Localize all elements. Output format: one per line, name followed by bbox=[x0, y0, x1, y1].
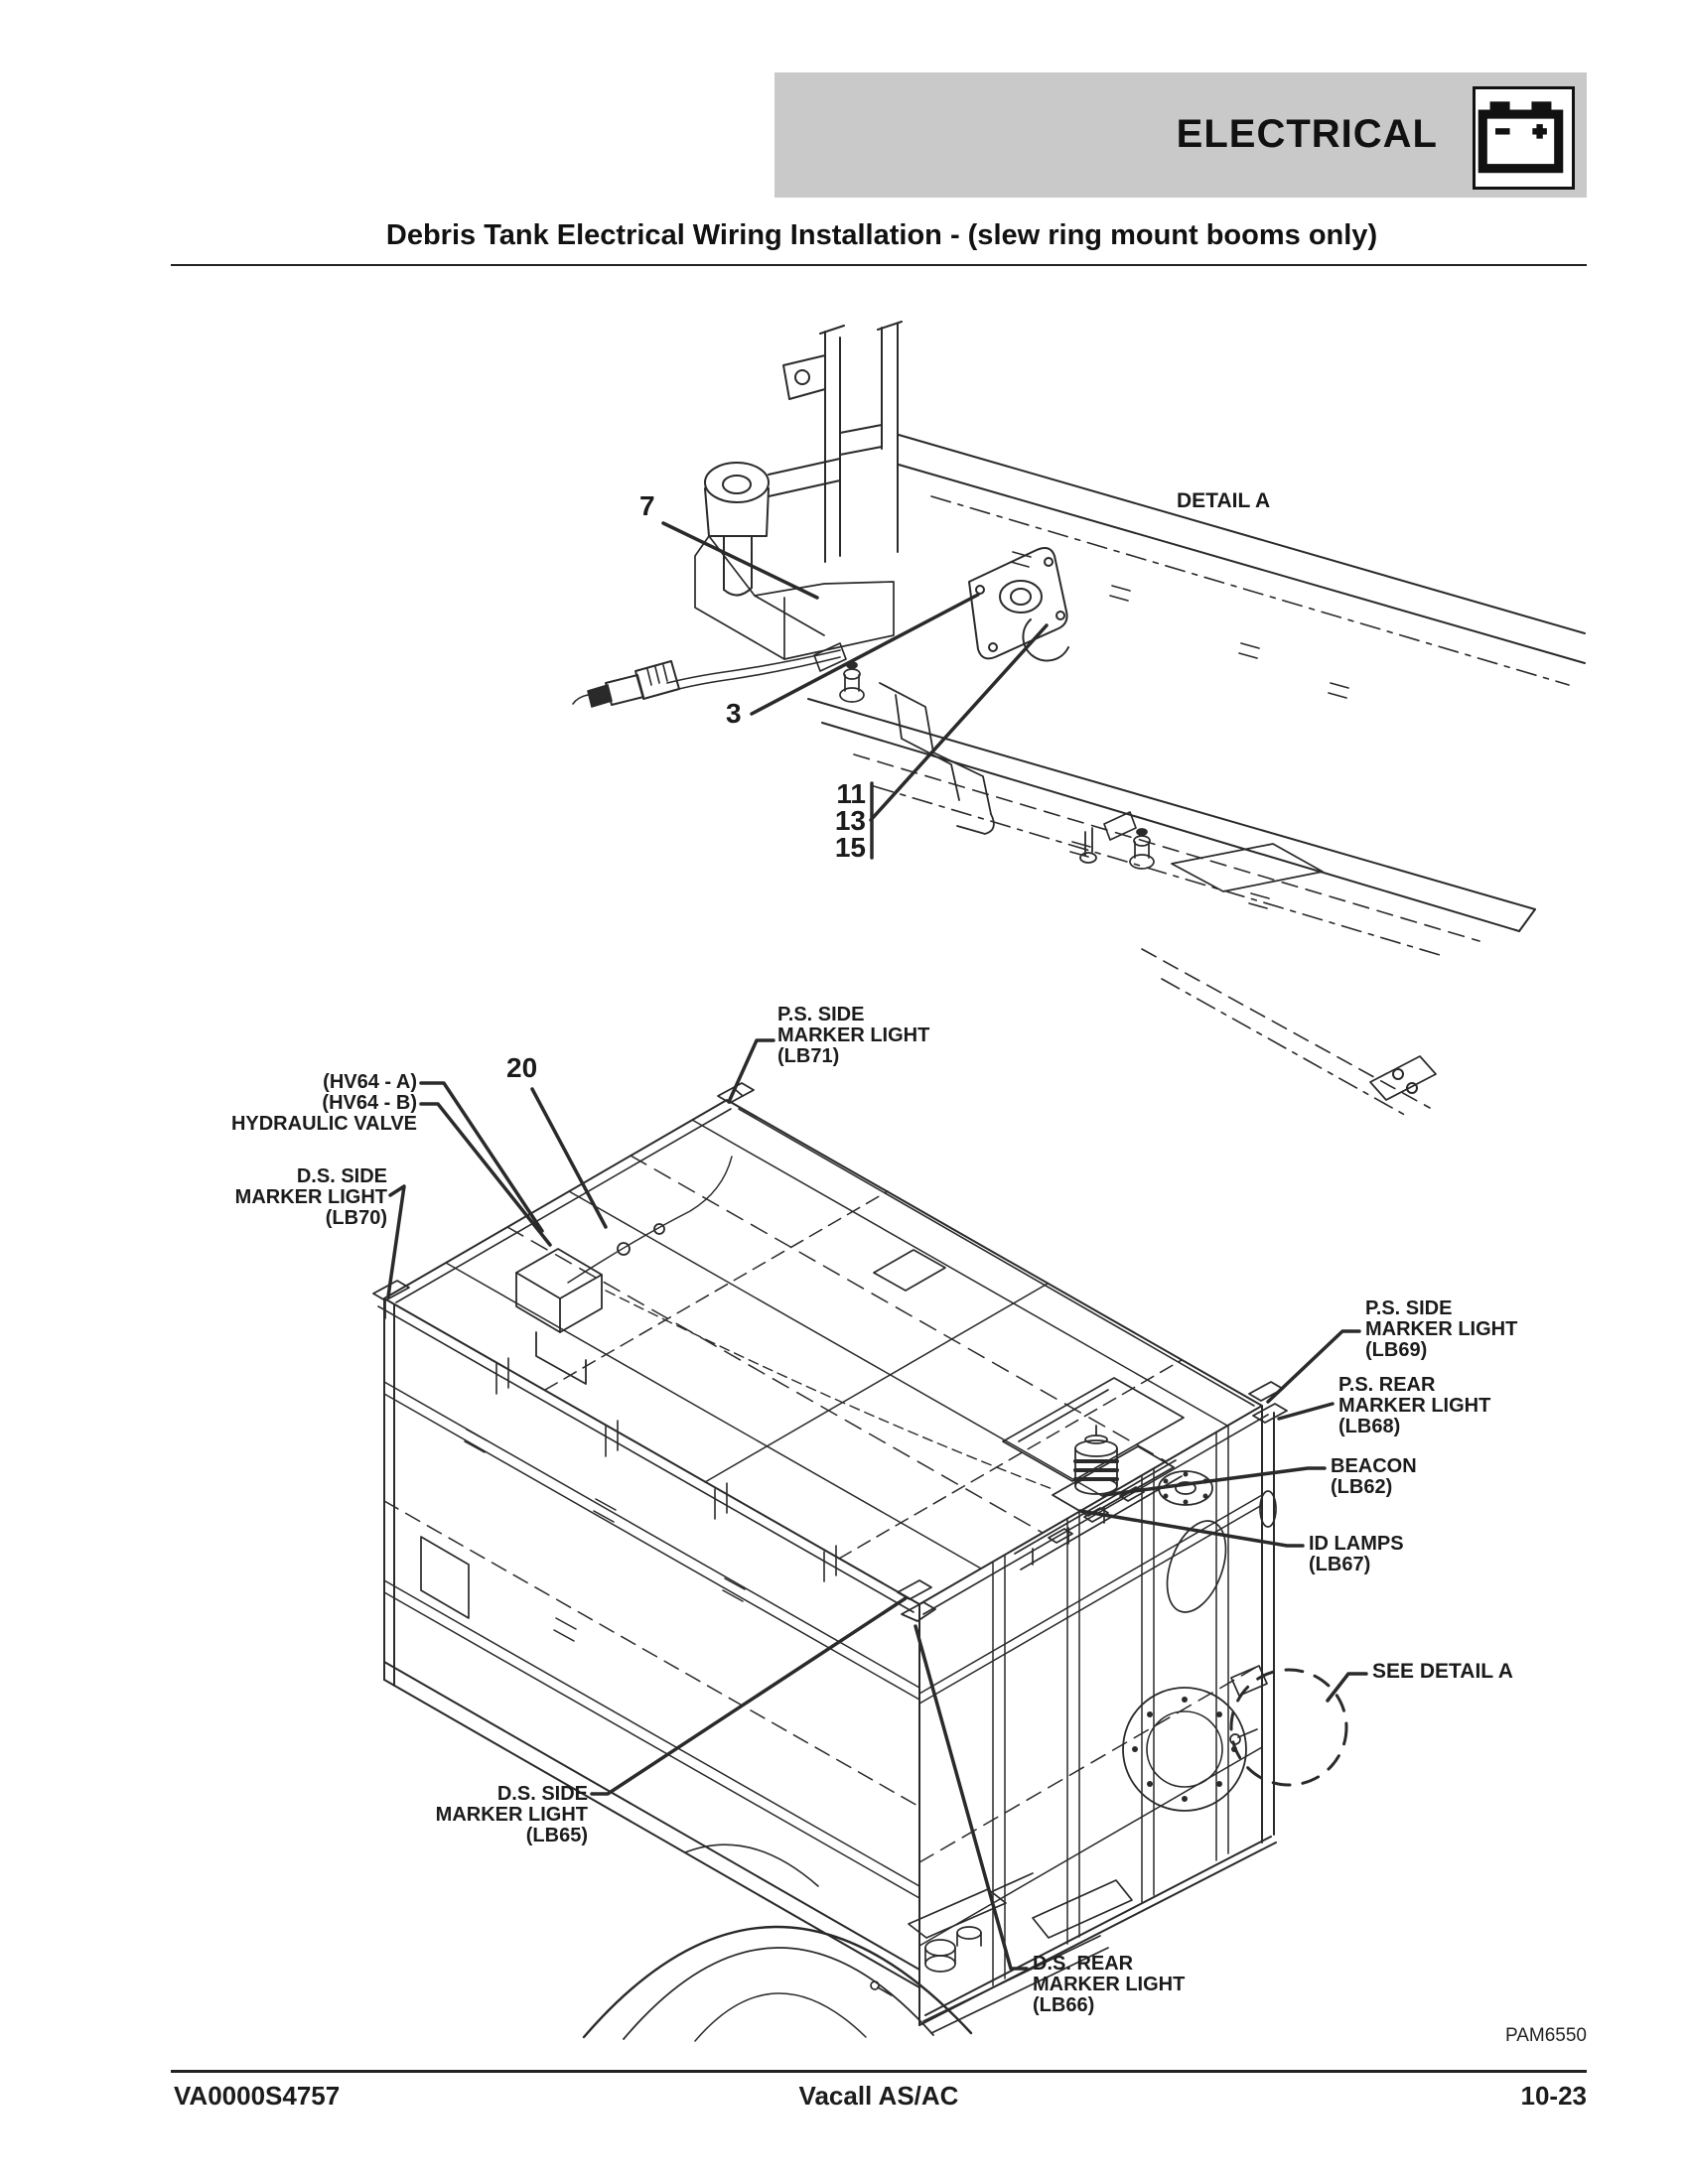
figure-code: PAM6550 bbox=[1504, 2025, 1587, 2046]
corner-marker-lights bbox=[373, 1083, 1287, 1621]
footer-page-number: 10-23 bbox=[1520, 2081, 1587, 2111]
detail-a-caption: DETAIL A bbox=[1177, 489, 1271, 512]
label-ps-rear-marker-lb68: P.S. REAR MARKER LIGHT (LB68) bbox=[1338, 1374, 1491, 1437]
beacon-assembly bbox=[1053, 1426, 1212, 1516]
title-rule bbox=[171, 264, 1587, 266]
tank-left-face bbox=[384, 1298, 919, 2025]
page-title: Debris Tank Electrical Wiring Installation - (slew ring mount booms only) bbox=[385, 219, 1378, 251]
label-ds-side-marker-lb65: D.S. SIDE MARKER LIGHT (LB65) bbox=[435, 1783, 588, 1846]
label-beacon-lb62: BEACON (LB62) bbox=[1331, 1455, 1417, 1498]
label-ps-side-marker-lb69: P.S. SIDE MARKER LIGHT (LB69) bbox=[1365, 1297, 1518, 1361]
wheel bbox=[584, 1844, 971, 2041]
label-id-lamps-lb67: ID LAMPS (LB67) bbox=[1309, 1533, 1404, 1575]
callout-7: 7 bbox=[639, 490, 655, 521]
tank-rear-face bbox=[919, 1406, 1276, 2025]
upper-boom-post bbox=[783, 322, 902, 562]
footer-model: Vacall AS/AC bbox=[798, 2081, 959, 2111]
section-banner bbox=[774, 72, 1587, 198]
hydraulic-valve bbox=[516, 1157, 732, 1384]
callout-3: 3 bbox=[726, 698, 742, 729]
callout-11-13-15: 11 13 15 bbox=[834, 778, 866, 863]
tank-top-face bbox=[378, 1100, 1268, 1614]
see-detail-circle bbox=[1231, 1670, 1346, 1785]
see-detail-a-caption: SEE DETAIL A bbox=[1372, 1660, 1513, 1683]
battery-icon bbox=[1473, 86, 1575, 190]
footer-doc-number: VA0000S4757 bbox=[174, 2081, 341, 2111]
label-hydraulic-valve-hv64: (HV64 - A) (HV64 - B) HYDRAULIC VALVE bbox=[230, 1071, 417, 1135]
upper-connector-cable bbox=[573, 650, 840, 707]
callout-20: 20 bbox=[506, 1052, 538, 1083]
upper-boom-rest-bracket bbox=[695, 459, 894, 659]
label-ds-side-marker-lb70: D.S. SIDE MARKER LIGHT (LB70) bbox=[234, 1165, 387, 1229]
label-ds-rear-marker-lb66: D.S. REAR MARKER LIGHT (LB66) bbox=[1033, 1953, 1186, 2016]
footer-rule bbox=[171, 2070, 1587, 2073]
label-ps-side-marker-lb71: P.S. SIDE MARKER LIGHT (LB71) bbox=[777, 1004, 930, 1067]
section-banner-label: ELECTRICAL bbox=[1176, 112, 1438, 156]
battery-icon-glyph bbox=[1476, 89, 1566, 181]
